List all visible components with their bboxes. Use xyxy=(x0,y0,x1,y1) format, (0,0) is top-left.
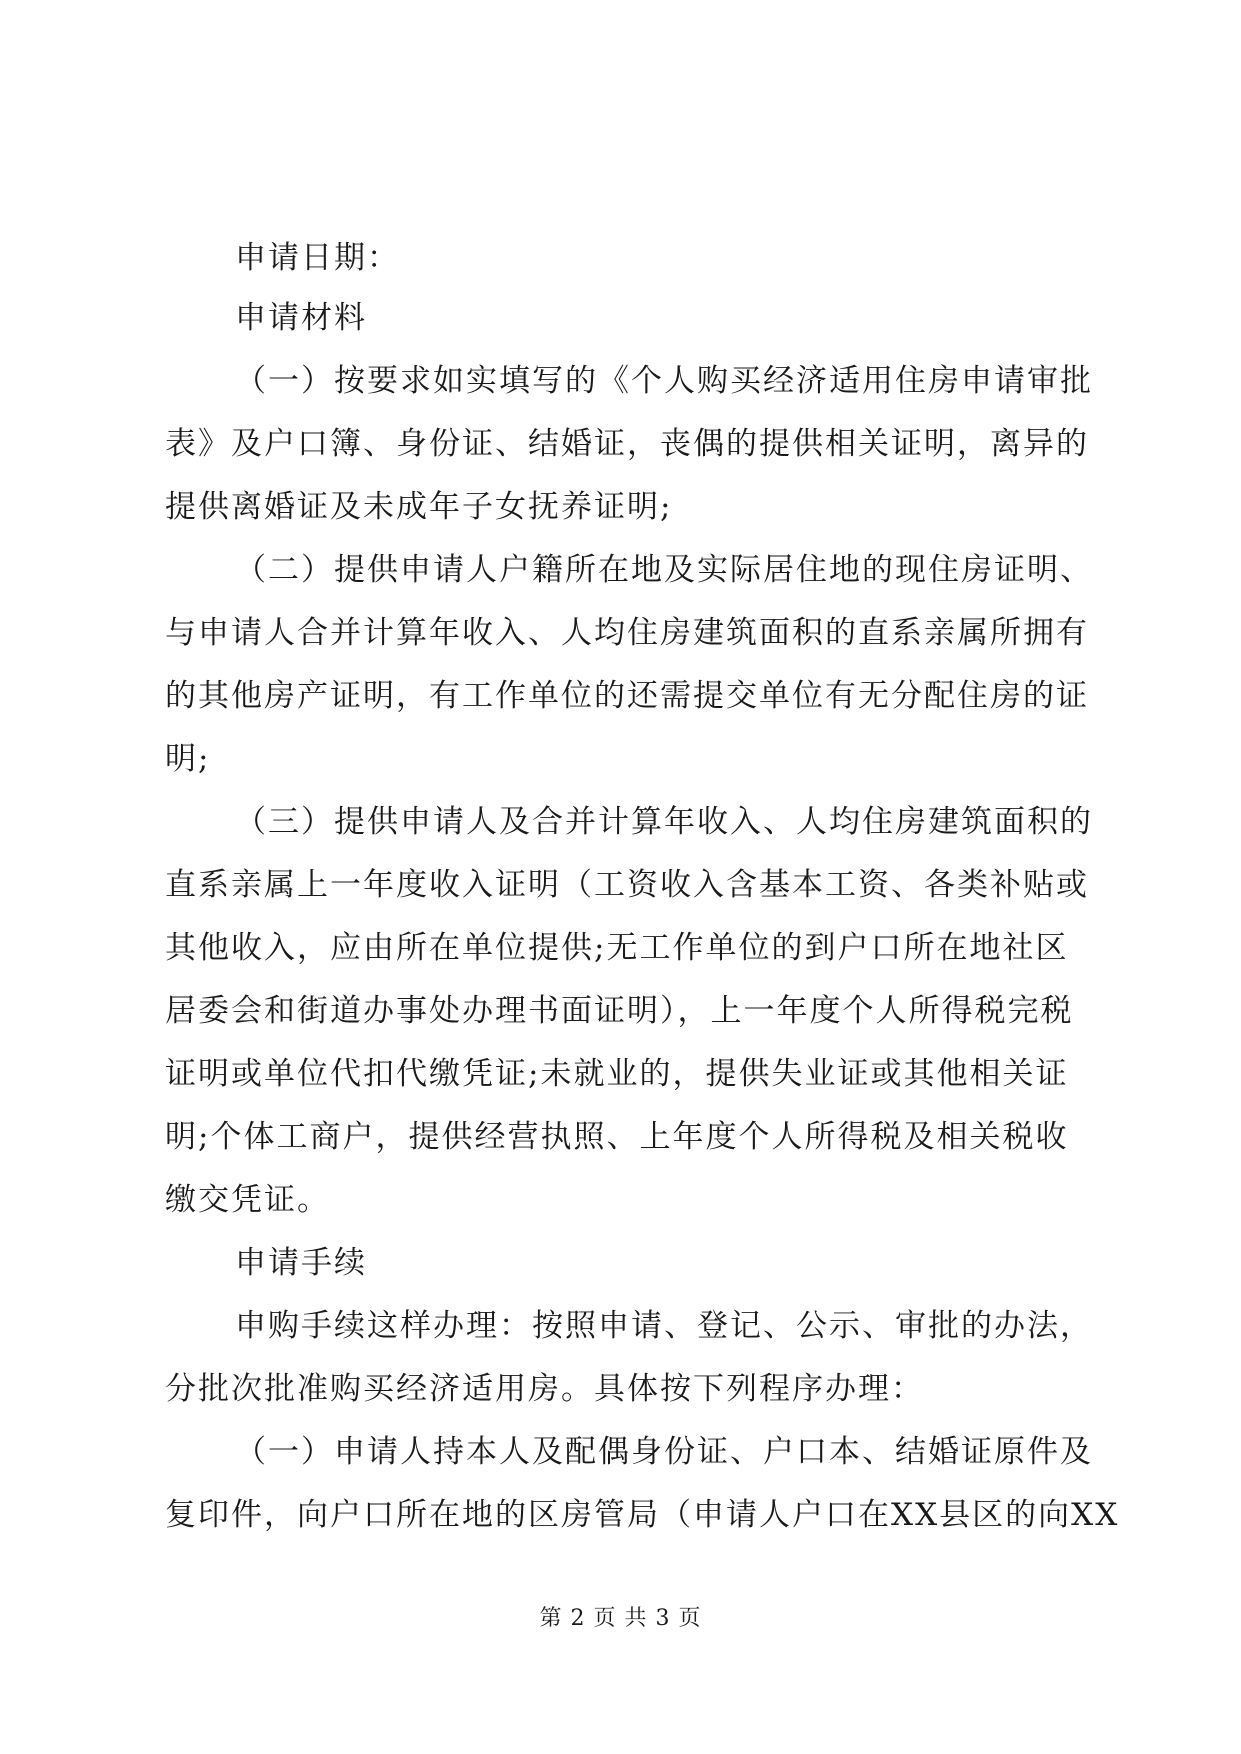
section-heading-materials: 申请材料 xyxy=(235,300,367,336)
text-line: 提供离婚证及未成年子女抚养证明; xyxy=(165,489,673,525)
text-line: （一）按要求如实填写的《个人购买经济适用住房申请审批 xyxy=(235,363,1093,399)
text-line: 缴交凭证。 xyxy=(165,1182,330,1218)
text-line: 明; xyxy=(165,741,211,777)
text-line: 居委会和街道办事处办理书面证明），上一年度个人所得税完税 xyxy=(165,993,1074,1029)
text-line: （三）提供申请人及合并计算年收入、人均住房建筑面积的 xyxy=(235,804,1093,840)
text-line: 申购手续这样办理：按照申请、登记、公示、审批的办法， xyxy=(235,1308,1093,1344)
page-number-footer: 第 2 页 共 3 页 xyxy=(539,1606,702,1631)
text-line-application-date: 申请日期： xyxy=(235,240,400,276)
text-line: 分批次批准购买经济适用房。具体按下列程序办理： xyxy=(165,1371,924,1407)
text-line: （一）申请人持本人及配偶身份证、户口本、结婚证原件及 xyxy=(235,1434,1093,1470)
text-line: 其他收入，应由所在单位提供;无工作单位的到户口所在地社区 xyxy=(165,930,1069,966)
section-heading-procedure: 申请手续 xyxy=(235,1245,367,1281)
text-line: 与申请人合并计算年收入、人均住房建筑面积的直系亲属所拥有 xyxy=(165,615,1089,651)
text-line: 直系亲属上一年度收入证明（工资收入含基本工资、各类补贴或 xyxy=(165,867,1089,903)
text-line: （二）提供申请人户籍所在地及实际居住地的现住房证明、 xyxy=(235,552,1093,588)
text-line: 明;个体工商户，提供经营执照、上年度个人所得税及相关税收 xyxy=(165,1119,1069,1155)
text-line: 证明或单位代扣代缴凭证;未就业的，提供失业证或其他相关证 xyxy=(165,1056,1069,1092)
text-line: 的其他房产证明，有工作单位的还需提交单位有无分配住房的证 xyxy=(165,678,1089,714)
text-line: 表》及户口簿、身份证、结婚证，丧偶的提供相关证明，离异的 xyxy=(165,426,1089,462)
text-line: 复印件，向户口所在地的区房管局（申请人户口在XX县区的向XX xyxy=(165,1497,1120,1533)
